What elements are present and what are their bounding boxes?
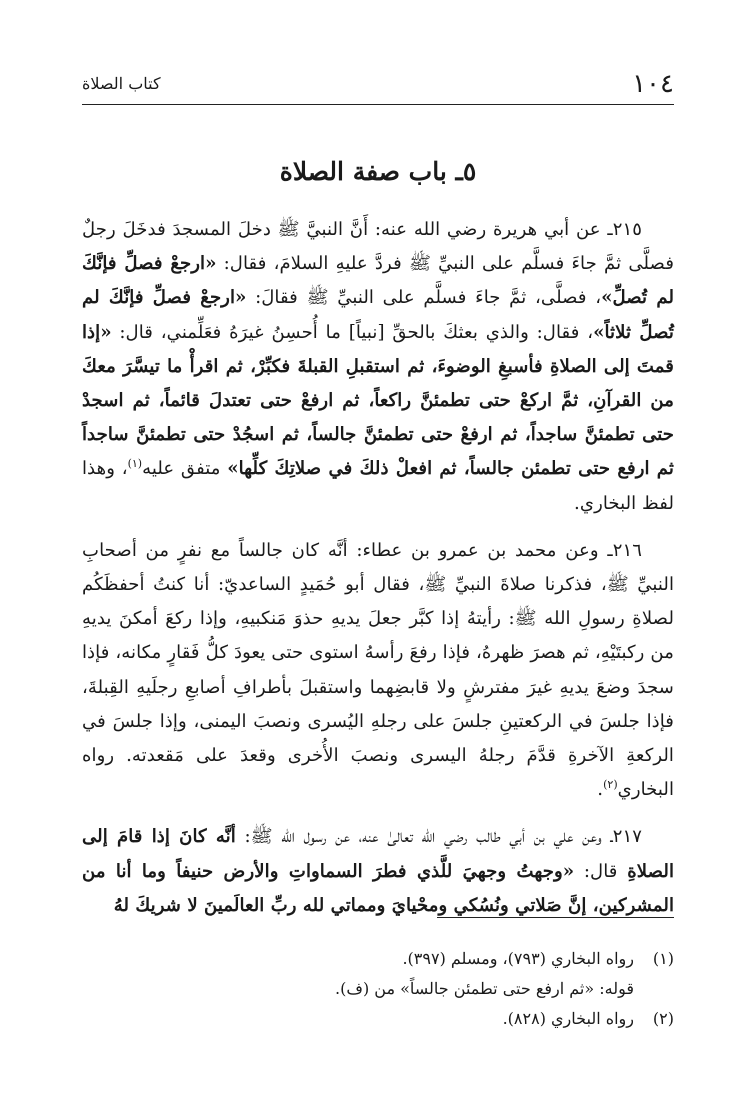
- hadith-215-text-4: متفق عليه: [142, 458, 228, 480]
- footnote-ref-1[interactable]: (١): [127, 457, 143, 471]
- hadith-215-text-3: ، فقال: والذي بعثكَ بالحقِّ [نبياً] ما أُحسِنُ غيرَهُ فعَلِّمني، قال:: [111, 321, 594, 343]
- footnote-text: رواه البخاري (٧٩٣)، ومسلم (٣٩٧).: [402, 949, 634, 968]
- hadith-217: [82, 820, 674, 923]
- hadith-216-end: .: [597, 779, 604, 801]
- hadith-215: [82, 213, 674, 521]
- footnote-text: قوله: «ثم ارفع حتى تطمئن جالساً» من (ف).: [335, 979, 634, 998]
- footnote-1-note: [82, 974, 674, 1004]
- main-text: [82, 213, 674, 936]
- hadith-215-text-1: ٢١٥ـ عن أبي هريرة رضي الله عنه: أَنَّ النبيَّ ﷺ دخلَ المسجدَ فدخَلَ رجلٌ فصلَّى ثمَّ جاءَ فسلَّم على النبيِّ ﷺ فردَّ عليهِ السلامَ، فقال:: [82, 219, 675, 275]
- hadith-215-quote-1: «ارجعْ فصلِّ فإنَّكَ لم تُصلِّ»: [82, 253, 674, 309]
- hadith-216-text: ٢١٦ـ وعن محمد بن عمرو بن عطاء: أنَّه كان جالساً مع نفرٍ من أصحابِ النبيِّ ﷺ، فذكرنا صلاةَ النبيِّ ﷺ، فقال أبو حُمَيدٍ الساعديّ: أنا كنتُ أحفظَكُم لصلاةِ رسولِ الله ﷺ: رأيتهُ إذا كبَّر جعلَ يديهِ حذوَ مَنكبيهِ، وإذا ركعَ أمكنَ يديهِ من ركبتَيْهِ، ثم هصرَ ظهرهُ، فإذا رفعَ رأسهُ استوى حتى يعودَ كلُّ فَقارٍ مكانه، فإذا سجدَ وضعَ يديهِ غيرَ مفترشٍ ولا قابضِهما واستقبلَ بأطرافِ أصابعِ رجلَيهِ القِبلةَ، فإذا جلسَ في الركعتينِ جلسَ على رجلهِ اليُسرى ونصبَ اليمنى، وإذا جلسَ في الركعةِ الآخرةِ قدَّمَ رجلهُ اليسرى ونصبَ الأُخرى وقعدَ على مَقعدته. رواه البخاري: [82, 539, 674, 801]
- hadith-217-text-1: ٢١٧ـ وعن علي بن أبي طالب رضي الله تعالىٰ عنه، عن رسول الله ﷺ:: [235, 826, 642, 848]
- hadith-215-text-5: ، وهذا لفظ البخاري.: [82, 458, 674, 514]
- page-number: ١٠٤: [632, 69, 674, 99]
- hadith-215-quote-3: «إذا قمتَ إلى الصلاةِ فأسبغِ الوضوءَ، ثم استقبلِ القبلةَ فكبِّرْ، ثم اقرأْ ما تيسَّرَ معكَ من القرآنِ، ثمَّ اركعْ حتى تطمئنَّ راكعاً، ثم ارفعْ حتى تعتدلَ قائماً، ثم اسجدْ حتى تطمئنَّ ساجداً، ثم ارفعْ حتى تطمئنَّ جالساً، ثم اسجُدْ حتى تطمئنَّ ساجداً ثم ارفع حتى تطمئن جالساً، ثم افعلْ ذلكَ في صلاتِكَ كلِّها»: [82, 321, 674, 480]
- hadith-217-quote-1: أنَّه كانَ إذا قامَ إلى الصلاةِ: [82, 826, 674, 882]
- footnotes: [82, 944, 674, 1034]
- chapter-title: ٥ـ باب صفة الصلاة: [279, 157, 477, 186]
- footnote-1: [82, 944, 674, 974]
- footnote-2: [82, 1004, 674, 1034]
- hadith-217-text-2: قال:: [574, 860, 628, 882]
- book-title: كتاب الصلاة: [82, 74, 161, 93]
- footnote-number: (١): [652, 949, 674, 968]
- footnote-number: (٢): [652, 1009, 674, 1028]
- footnote-divider: [437, 917, 674, 918]
- hadith-217-quote-2: «وجهتُ وجهيَ للَّذي فطرَ السماواتِ والأرض حنيفاً وما أنا من المشركين، إنَّ صَلاتي ونُسُكي ومحْيايَ ومماتي لله ربِّ العالَمينَ لا شريكَ لهُ: [82, 860, 674, 916]
- footnote-ref-2[interactable]: (٢): [603, 778, 618, 792]
- hadith-215-text-2: ، فصلَّى، ثمَّ جاءَ فسلَّم على النبيِّ ﷺ فقالَ:: [246, 287, 602, 309]
- hadith-215-quote-2: «ارجعْ فصلِّ فإنَّكَ لم تُصلِّ ثلاثاً»: [82, 287, 674, 343]
- running-header: [82, 64, 674, 104]
- hadith-216: [82, 534, 674, 808]
- footnote-text: رواه البخاري (٨٢٨).: [502, 1009, 634, 1028]
- header-divider: [82, 104, 674, 105]
